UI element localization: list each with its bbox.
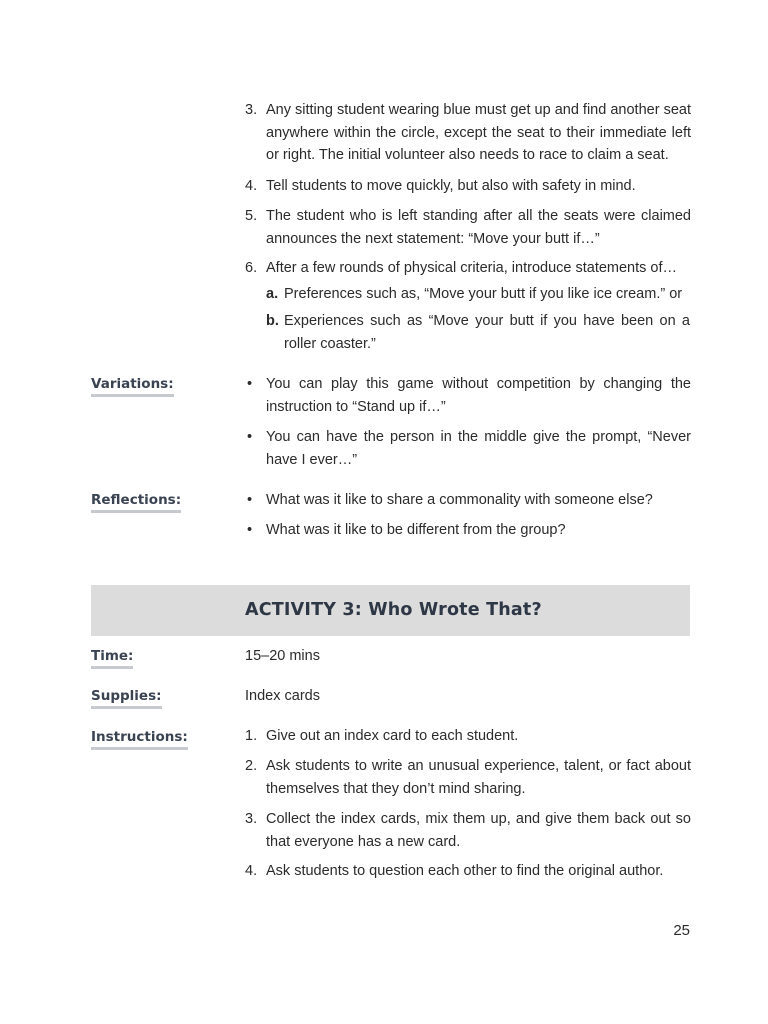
- step-number: 5.: [245, 208, 258, 224]
- substep-letter: a.: [266, 286, 279, 302]
- step-number: 3.: [245, 102, 258, 118]
- instruction-text: Give out an index card to each student.: [266, 728, 519, 744]
- step-text: Tell students to move quickly, but also with safety in mind.: [266, 178, 636, 194]
- supplies-value: Index cards: [245, 688, 320, 704]
- variation-text: You can have the person in the middle give the prompt, “Never have I ever…”: [266, 429, 691, 468]
- variations-label: Variations:: [91, 376, 174, 397]
- time-label: Time:: [91, 648, 133, 669]
- substep-item: [266, 310, 690, 355]
- substep-item: [266, 283, 690, 306]
- instruction-item: [245, 860, 691, 883]
- variation-item: [245, 426, 691, 471]
- reflection-item: [245, 489, 691, 512]
- step-item: [245, 99, 691, 167]
- instruction-item: [245, 808, 691, 853]
- substep-letter: b.: [266, 313, 279, 329]
- step-item: [245, 205, 691, 250]
- step-item: [245, 257, 691, 280]
- reflection-text: What was it like to share a commonality with someone else?: [266, 492, 653, 508]
- reflection-text: What was it like to be different from the group?: [266, 522, 566, 538]
- step-number: 4.: [245, 178, 258, 194]
- substep-text: Preferences such as, “Move your butt if you like ice cream.” or: [284, 286, 683, 302]
- instruction-item: [245, 755, 691, 800]
- reflection-item: [245, 519, 691, 542]
- instruction-number: 3.: [245, 811, 258, 827]
- step-number: 6.: [245, 260, 258, 276]
- variation-item: [245, 373, 691, 418]
- instruction-number: 2.: [245, 758, 258, 774]
- substep-text: Experiences such as “Move your butt if you have been on a roller coaster.”: [284, 313, 690, 352]
- instruction-text: Ask students to question each other to find the original author.: [266, 863, 664, 879]
- bullet-icon: •: [247, 492, 253, 508]
- instruction-item: [245, 725, 691, 748]
- activity-banner: [91, 585, 690, 636]
- activity-title: ACTIVITY 3: Who Wrote That?: [245, 600, 542, 620]
- bullet-icon: •: [247, 429, 253, 445]
- instruction-number: 4.: [245, 863, 258, 879]
- reflections-label: Reflections:: [91, 492, 181, 513]
- variation-text: You can play this game without competition by changing the instruction to “Stand up if…”: [266, 376, 691, 415]
- bullet-icon: •: [247, 522, 253, 538]
- step-item: [245, 175, 691, 198]
- step-text: After a few rounds of physical criteria, introduce statements of…: [266, 260, 678, 276]
- instruction-text: Ask students to write an unusual experience, talent, or fact about themselves that they don’t mind sharing.: [266, 758, 691, 797]
- time-value: 15–20 mins: [245, 648, 320, 664]
- step-text: The student who is left standing after all the seats were claimed announces the next statement: “Move your butt if…”: [266, 208, 691, 247]
- supplies-label: Supplies:: [91, 688, 162, 709]
- page-number: 25: [673, 922, 690, 939]
- instruction-number: 1.: [245, 728, 258, 744]
- instructions-label: Instructions:: [91, 729, 188, 750]
- instruction-text: Collect the index cards, mix them up, and give them back out so that everyone has a new card.: [266, 811, 691, 850]
- bullet-icon: •: [247, 376, 253, 392]
- step-text: Any sitting student wearing blue must get up and find another seat anywhere within the circle, except the seat to their immediate left or right. The initial volunteer also needs to race to claim a seat.: [266, 102, 691, 163]
